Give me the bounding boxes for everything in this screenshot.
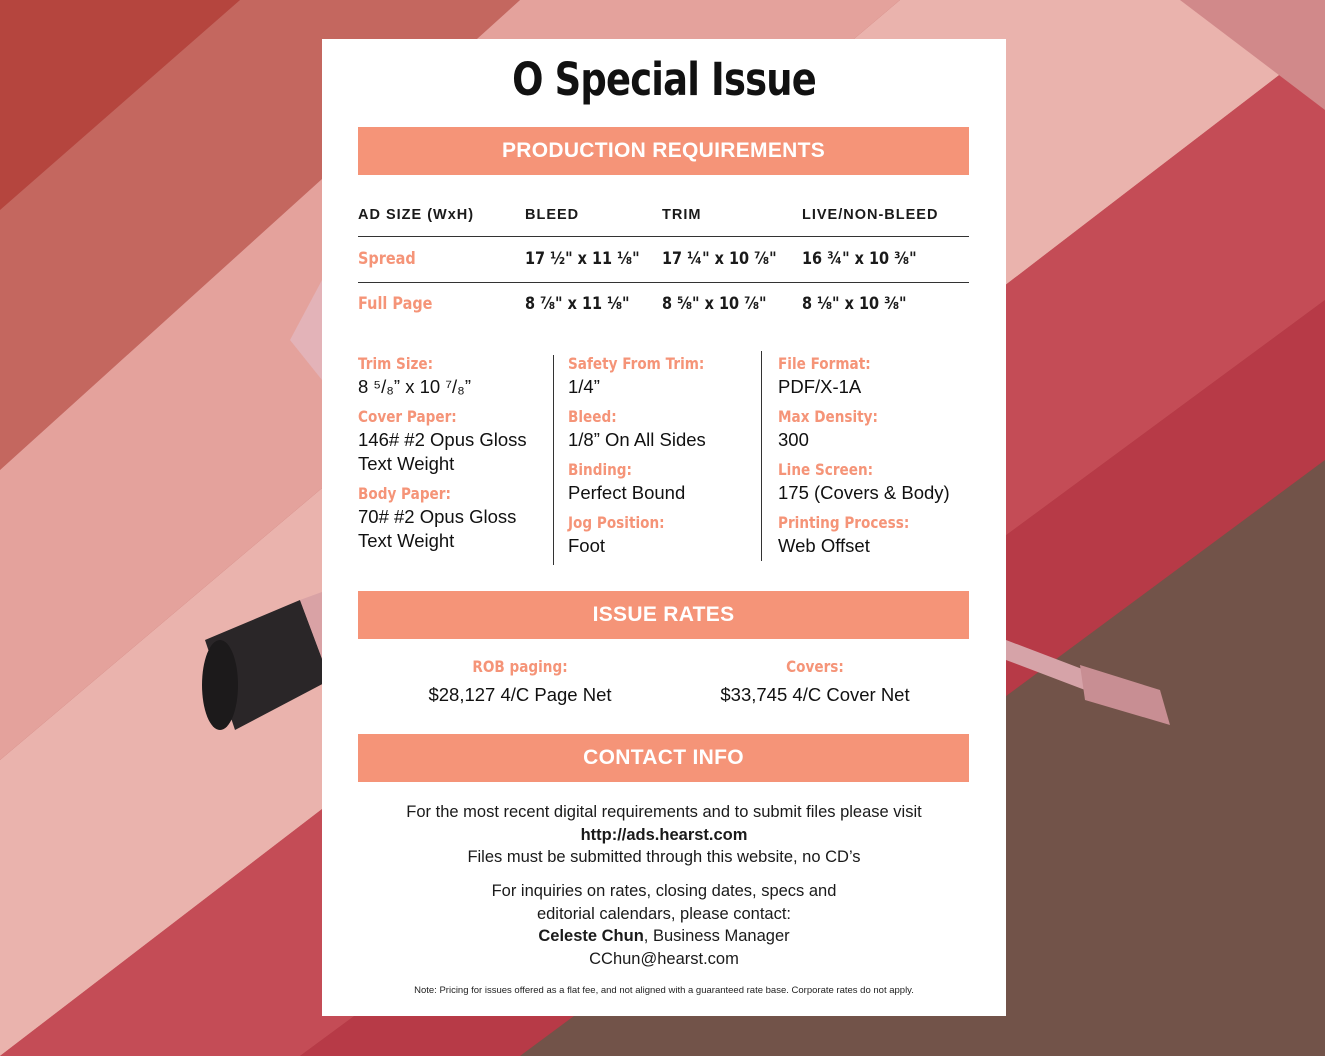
spec-label: Safety From Trim: <box>568 354 705 373</box>
spec-value: 300 <box>778 429 809 450</box>
table-header-ad-size: AD SIZE (WxH) <box>358 207 475 223</box>
table-header-bleed: BLEED <box>525 207 580 223</box>
spec-label: Line Screen: <box>778 460 874 479</box>
cell-spread-bleed: 17 ½" x 11 ⅛" <box>525 249 640 269</box>
spec-value: PDF/X-1A <box>778 376 862 397</box>
contact-role: , Business Manager <box>643 927 790 945</box>
table-divider <box>358 282 969 283</box>
cell-full-page-trim: 8 ⅝" x 10 ⅞" <box>662 294 767 314</box>
page-title: O Special Issue <box>512 53 816 106</box>
spec-value: Web Offset <box>778 535 870 556</box>
rob-rate <box>370 655 670 711</box>
spec-label: Max Density: <box>778 407 878 426</box>
covers-value: $33,745 4/C Cover Net <box>720 684 910 705</box>
table-header-trim: TRIM <box>662 207 702 223</box>
pricing-note: Note: Pricing for issues offered as a flat fee, and not aligned with a guaranteed rate base. Corporate rates do not apply. <box>414 985 914 996</box>
submission-text: For the most recent digital requirements and to submit files please visit <box>406 803 922 821</box>
column-divider <box>553 355 554 565</box>
row-label-spread: Spread <box>358 249 416 269</box>
table-header-live: LIVE/NON-BLEED <box>802 207 939 223</box>
spec-label: File Format: <box>778 354 871 373</box>
cell-spread-live: 16 ¾" x 10 ⅜" <box>802 249 917 269</box>
inquiry-text-1: For inquiries on rates, closing dates, specs and <box>491 882 837 900</box>
spec-label: Body Paper: <box>358 484 451 503</box>
contact-info-header: CONTACT INFO <box>358 734 969 782</box>
rob-value: $28,127 4/C Page Net <box>428 684 612 705</box>
cell-spread-trim: 17 ¼" x 10 ⅞" <box>662 249 777 269</box>
spec-value: Perfect Bound <box>568 482 686 503</box>
rob-label: ROB paging: <box>472 657 568 676</box>
spec-label: Binding: <box>568 460 632 479</box>
spec-label: Trim Size: <box>358 354 434 373</box>
spec-column-2 <box>568 353 768 565</box>
inquiry-info <box>322 880 1006 970</box>
submission-note: Files must be submitted through this website, no CD’s <box>467 848 861 866</box>
spec-value: 8 ⁵/₈” x 10 ⁷/₈” <box>358 376 471 397</box>
row-label-full-page: Full Page <box>358 294 433 314</box>
issue-rates-header: ISSUE RATES <box>358 591 969 639</box>
spec-label: Printing Process: <box>778 513 910 532</box>
column-divider <box>761 351 762 561</box>
contact-email-link[interactable]: CChun@hearst.com <box>589 949 739 968</box>
covers-rate <box>665 655 965 711</box>
rate-card <box>322 39 1006 1016</box>
spec-value: Foot <box>568 535 606 556</box>
cell-full-page-live: 8 ⅛" x 10 ⅜" <box>802 294 907 314</box>
spec-label: Jog Position: <box>568 513 665 532</box>
spec-column-1 <box>358 353 558 560</box>
spec-value: 70# #2 Opus Gloss Text Weight <box>358 506 517 551</box>
cell-full-page-bleed: 8 ⅞" x 11 ⅛" <box>525 294 630 314</box>
spec-column-3 <box>778 353 978 565</box>
submission-info <box>322 801 1006 869</box>
contact-name: Celeste Chun <box>538 927 644 945</box>
spec-value: 146# #2 Opus Gloss Text Weight <box>358 429 527 474</box>
spec-label: Cover Paper: <box>358 407 457 426</box>
spec-label: Bleed: <box>568 407 617 426</box>
table-divider <box>358 236 969 237</box>
inquiry-text-2: editorial calendars, please contact: <box>536 904 792 923</box>
spec-value: 1/8” On All Sides <box>568 429 706 450</box>
contact-person <box>322 925 1006 948</box>
covers-label: Covers: <box>786 657 844 676</box>
submission-url-link[interactable]: http://ads.hearst.com <box>580 825 748 844</box>
production-requirements-header: PRODUCTION REQUIREMENTS <box>358 127 969 175</box>
spec-value: 175 (Covers & Body) <box>778 482 950 503</box>
spec-value: 1/4” <box>568 376 600 397</box>
